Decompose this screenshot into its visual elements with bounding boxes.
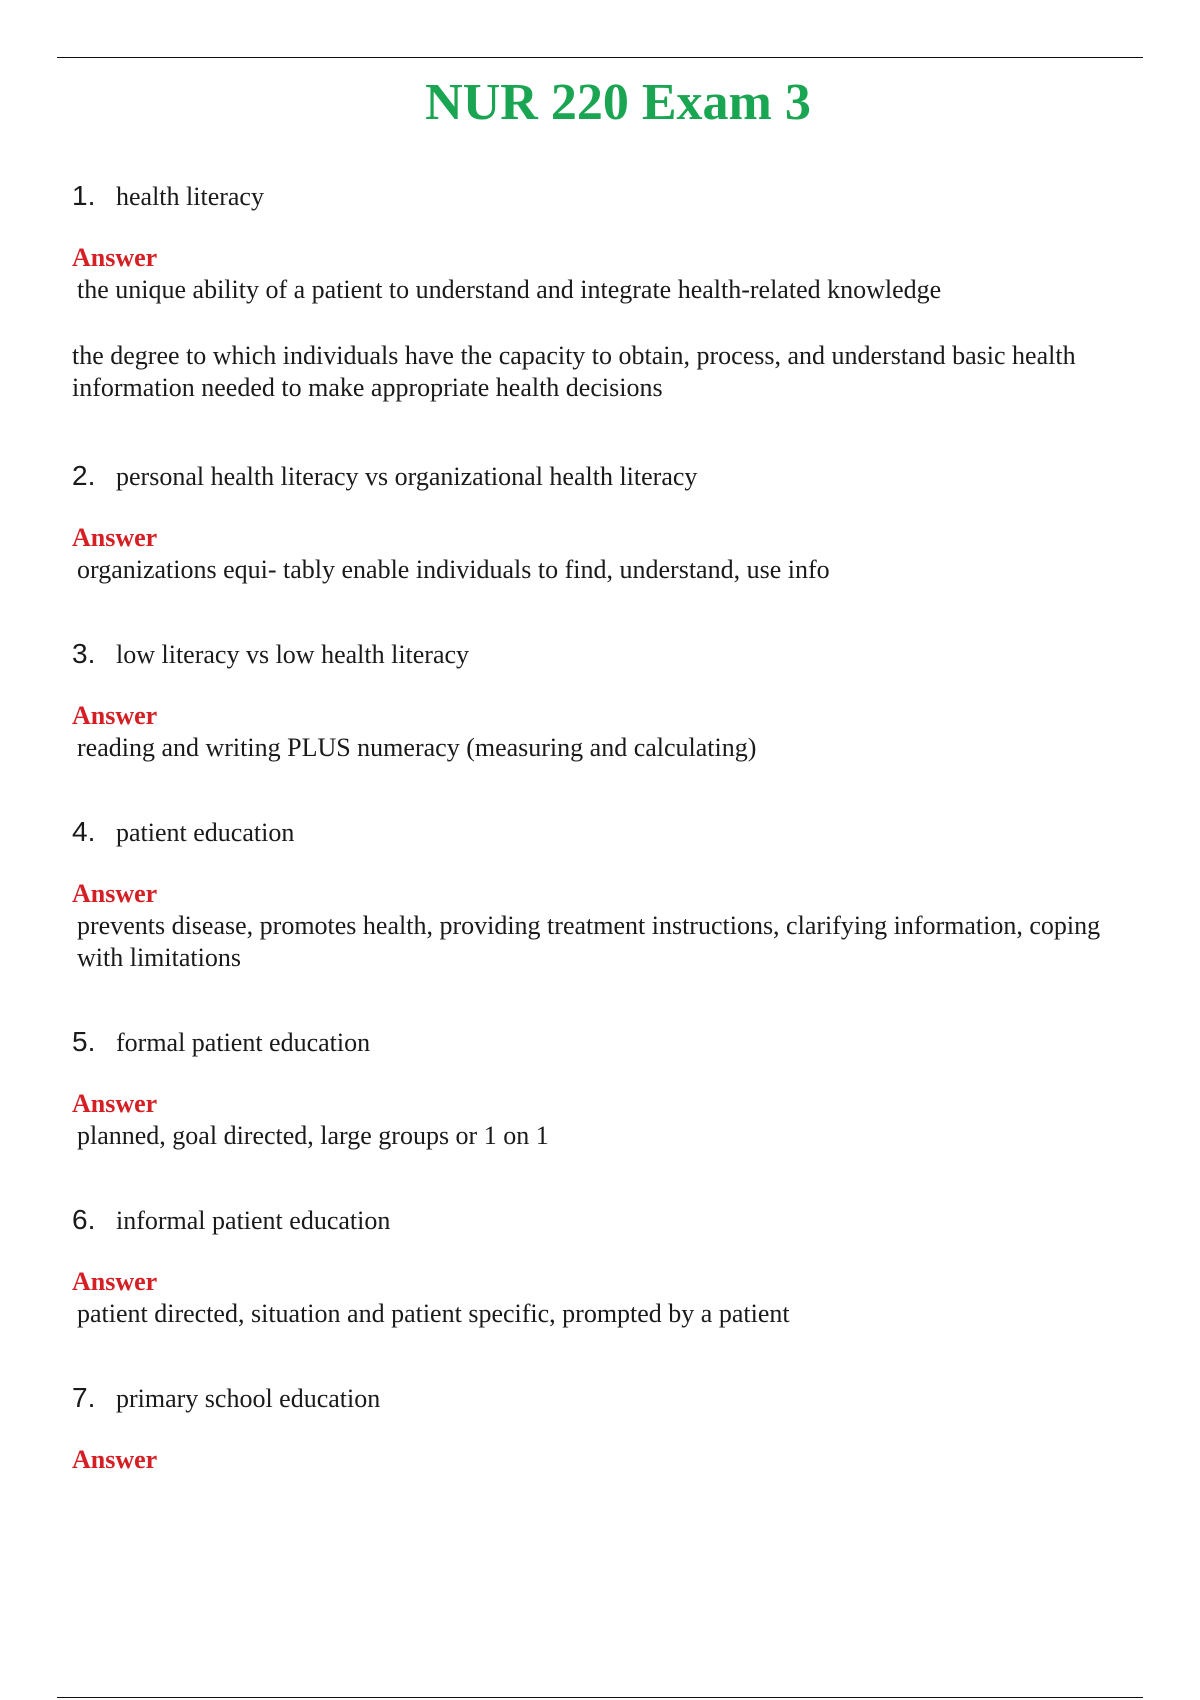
question-list bbox=[72, 180, 1132, 1476]
question-text: health literacy bbox=[116, 182, 264, 211]
question-number: 6. bbox=[72, 1204, 96, 1235]
question-number: 2. bbox=[72, 460, 96, 491]
answer-extra-text: the degree to which individuals have the capacity to obtain, process, and understand basic health information needed to make appropriate health decisions bbox=[72, 341, 1076, 402]
question-text: patient education bbox=[116, 818, 295, 847]
answer-text: organizations equi- tably enable individuals to find, understand, use info bbox=[77, 555, 830, 584]
answer-label: Answer bbox=[72, 243, 158, 272]
answer-label: Answer bbox=[72, 1445, 158, 1474]
answer-text: reading and writing PLUS numeracy (measuring and calculating) bbox=[77, 733, 757, 762]
answer-label: Answer bbox=[72, 1089, 158, 1118]
question-item-2 bbox=[72, 460, 1132, 638]
top-divider bbox=[57, 57, 1143, 58]
question-row bbox=[72, 1026, 1132, 1066]
question-item-6 bbox=[72, 1204, 1132, 1382]
answer-label: Answer bbox=[72, 523, 158, 552]
spacer bbox=[72, 404, 1132, 460]
question-row bbox=[72, 460, 1132, 500]
question-row bbox=[72, 1382, 1132, 1422]
question-item-4 bbox=[72, 816, 1132, 1026]
answer-text: planned, goal directed, large groups or 1 on 1 bbox=[77, 1121, 549, 1150]
question-item-5 bbox=[72, 1026, 1132, 1204]
question-text: informal patient education bbox=[116, 1206, 391, 1235]
question-item-3 bbox=[72, 638, 1132, 816]
spacer bbox=[72, 764, 1132, 816]
question-number: 5. bbox=[72, 1026, 96, 1057]
question-text: formal patient education bbox=[116, 1028, 371, 1057]
question-text: primary school education bbox=[116, 1384, 381, 1413]
answer-label: Answer bbox=[72, 879, 158, 908]
answer-label: Answer bbox=[72, 1267, 158, 1296]
answer-label: Answer bbox=[72, 701, 158, 730]
question-number: 7. bbox=[72, 1382, 96, 1413]
spacer bbox=[72, 1330, 1132, 1382]
answer-text: the unique ability of a patient to understand and integrate health-related knowledge bbox=[77, 275, 942, 304]
spacer bbox=[72, 974, 1132, 1026]
question-row bbox=[72, 638, 1132, 678]
question-row bbox=[72, 1204, 1132, 1244]
spacer bbox=[72, 586, 1132, 638]
answer-text: patient directed, situation and patient specific, prompted by a patient bbox=[77, 1299, 790, 1328]
question-item-1 bbox=[72, 180, 1132, 460]
question-row bbox=[72, 816, 1132, 856]
bottom-divider bbox=[57, 1697, 1143, 1698]
question-number: 1. bbox=[72, 180, 96, 211]
question-number: 4. bbox=[72, 816, 96, 847]
question-row bbox=[72, 180, 1132, 220]
question-text: low literacy vs low health literacy bbox=[116, 640, 470, 669]
question-number: 3. bbox=[72, 638, 96, 669]
answer-text: prevents disease, promotes health, providing treatment instructions, clarifying information, coping with limitations bbox=[77, 911, 1101, 972]
question-item-7 bbox=[72, 1382, 1132, 1476]
question-text: personal health literacy vs organizational health literacy bbox=[116, 462, 698, 491]
spacer bbox=[72, 1152, 1132, 1204]
page-title: NUR 220 Exam 3 bbox=[425, 74, 811, 131]
